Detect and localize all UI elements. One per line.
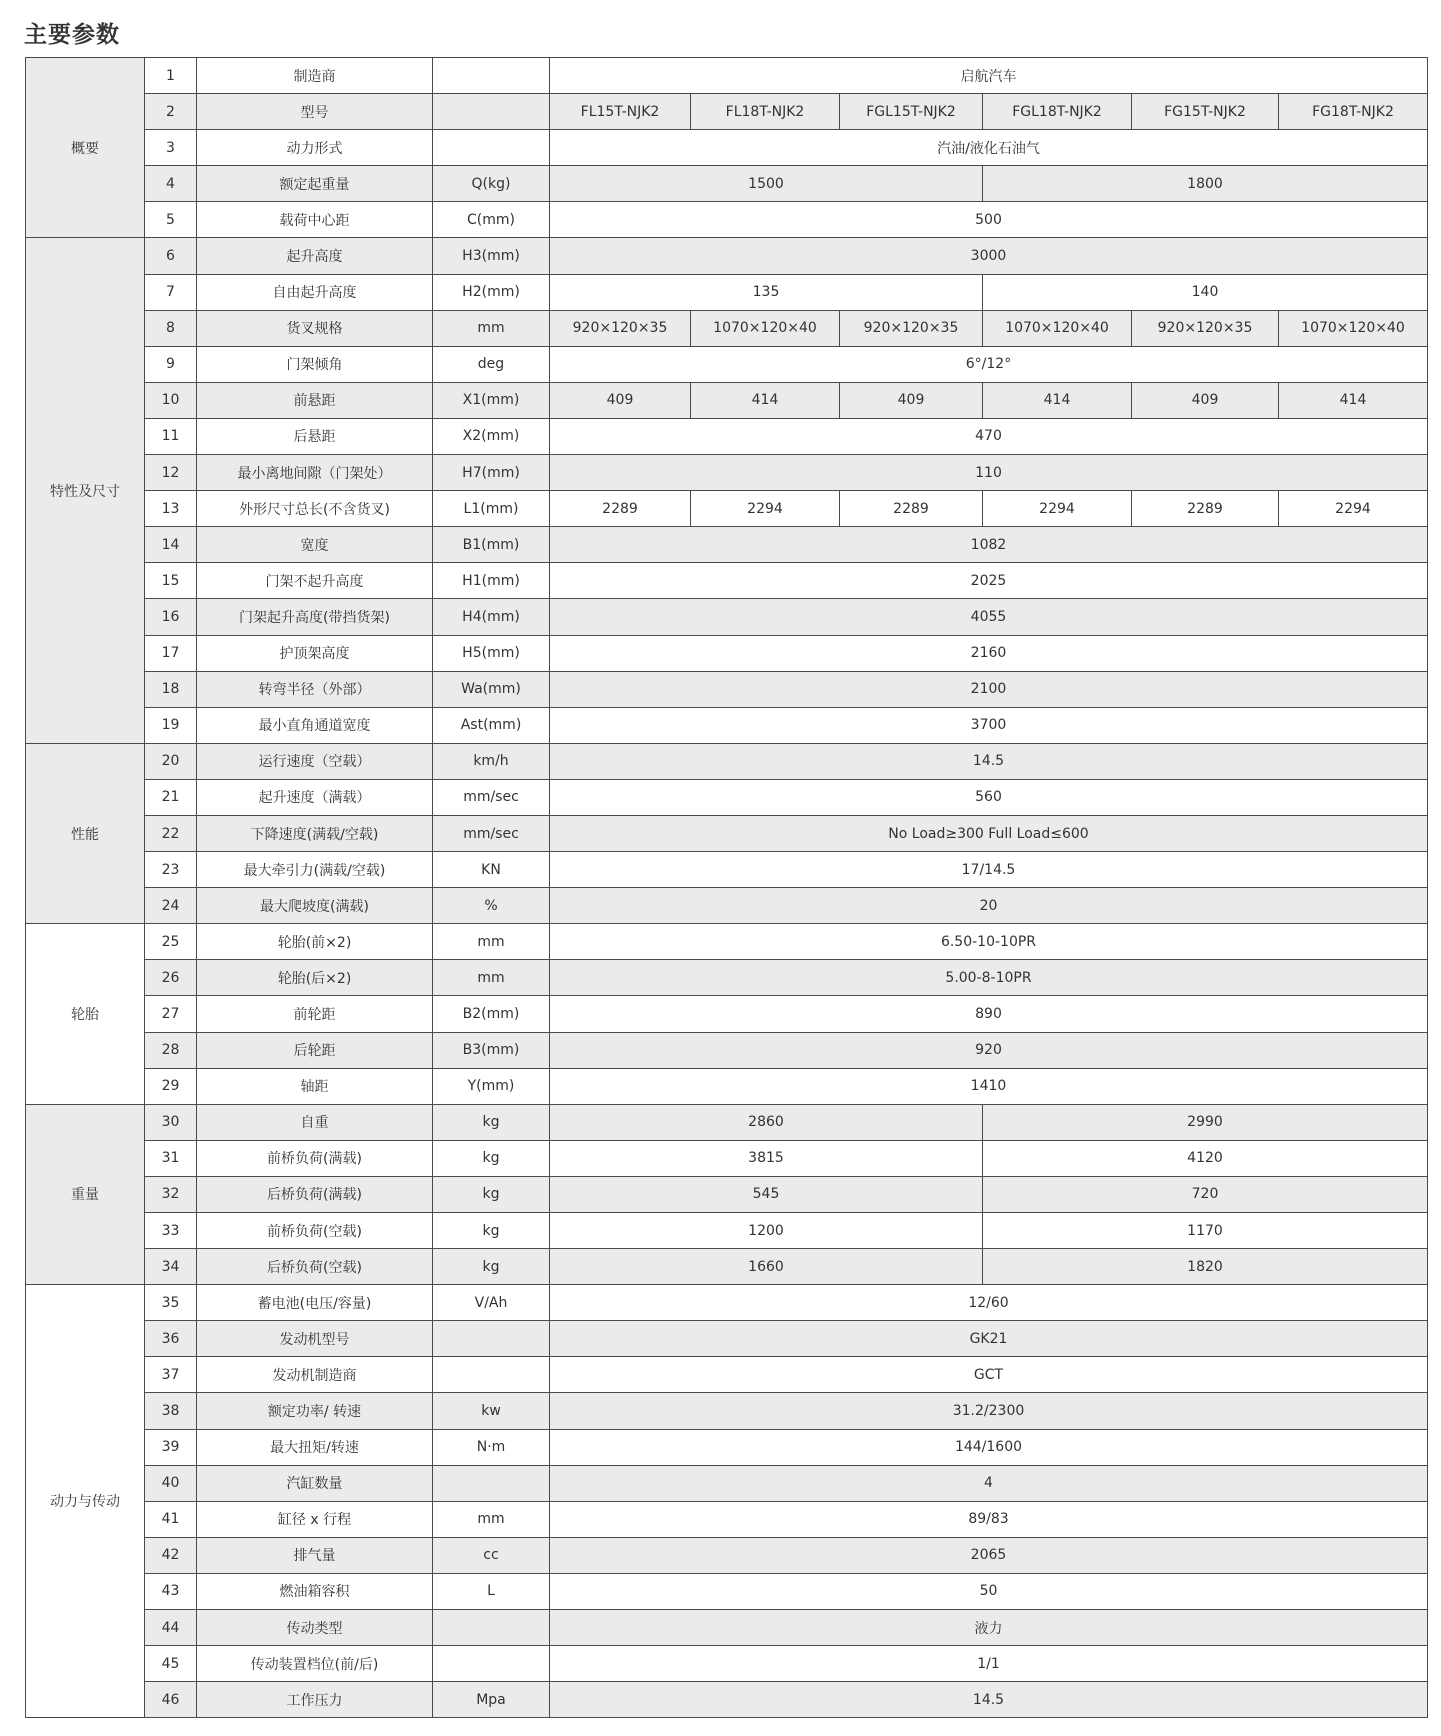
table-row — [26, 960, 1428, 996]
table-row — [26, 599, 1428, 635]
table-row — [26, 1682, 1428, 1718]
value-cell: 2294 — [1279, 491, 1428, 527]
row-number-cell: 26 — [145, 960, 197, 996]
row-number-cell: 12 — [145, 455, 197, 491]
category-cell: 轮胎 — [26, 924, 145, 1104]
category-cell: 概要 — [26, 58, 145, 238]
parameter-name-cell: 传动类型 — [197, 1610, 433, 1646]
table-row — [26, 491, 1428, 527]
parameter-name-cell: 型号 — [197, 94, 433, 130]
value-cell: 4055 — [550, 599, 1428, 635]
value-cell: 414 — [1279, 382, 1428, 418]
parameter-name-cell: 后桥负荷(满载) — [197, 1176, 433, 1212]
row-number-cell: 1 — [145, 58, 197, 94]
table-row — [26, 1393, 1428, 1429]
value-cell: 920×120×35 — [550, 310, 691, 346]
unit-cell: KN — [433, 852, 550, 888]
value-cell: GCT — [550, 1357, 1428, 1393]
table-row — [26, 1610, 1428, 1646]
value-cell: GK21 — [550, 1321, 1428, 1357]
unit-cell — [433, 1465, 550, 1501]
unit-cell: Q(kg) — [433, 166, 550, 202]
unit-cell: kg — [433, 1176, 550, 1212]
table-row — [26, 1213, 1428, 1249]
value-cell: 500 — [550, 202, 1428, 238]
row-number-cell: 38 — [145, 1393, 197, 1429]
value-cell: 2289 — [1132, 491, 1279, 527]
parameter-name-cell: 货叉规格 — [197, 310, 433, 346]
row-number-cell: 25 — [145, 924, 197, 960]
parameter-name-cell: 门架倾角 — [197, 346, 433, 382]
value-cell: 409 — [1132, 382, 1279, 418]
value-cell: 920 — [550, 1032, 1428, 1068]
parameter-name-cell: 轴距 — [197, 1068, 433, 1104]
table-row — [26, 563, 1428, 599]
table-row — [26, 707, 1428, 743]
parameter-name-cell: 后轮距 — [197, 1032, 433, 1068]
row-number-cell: 7 — [145, 274, 197, 310]
parameter-name-cell: 下降速度(满载/空载) — [197, 815, 433, 851]
table-row — [26, 671, 1428, 707]
table-row — [26, 166, 1428, 202]
unit-cell: kg — [433, 1213, 550, 1249]
parameter-name-cell: 自由起升高度 — [197, 274, 433, 310]
category-cell: 动力与传动 — [26, 1285, 145, 1718]
value-cell: 6°/12° — [550, 346, 1428, 382]
unit-cell: H3(mm) — [433, 238, 550, 274]
value-cell: 1070×120×40 — [983, 310, 1132, 346]
unit-cell — [433, 94, 550, 130]
value-cell: 1200 — [550, 1213, 983, 1249]
unit-cell: % — [433, 888, 550, 924]
parameter-name-cell: 后悬距 — [197, 418, 433, 454]
parameter-name-cell: 缸径 x 行程 — [197, 1501, 433, 1537]
row-number-cell: 35 — [145, 1285, 197, 1321]
value-cell: FGL18T-NJK2 — [983, 94, 1132, 130]
parameter-name-cell: 自重 — [197, 1104, 433, 1140]
value-cell: 2100 — [550, 671, 1428, 707]
value-cell: 2990 — [983, 1104, 1428, 1140]
parameter-name-cell: 载荷中心距 — [197, 202, 433, 238]
unit-cell: mm/sec — [433, 815, 550, 851]
table-row — [26, 455, 1428, 491]
value-cell: 14.5 — [550, 1682, 1428, 1718]
parameter-name-cell: 运行速度（空载） — [197, 743, 433, 779]
value-cell: 2860 — [550, 1104, 983, 1140]
parameter-name-cell: 门架起升高度(带挡货架) — [197, 599, 433, 635]
value-cell: 14.5 — [550, 743, 1428, 779]
value-cell: 414 — [983, 382, 1132, 418]
value-cell: 2294 — [691, 491, 840, 527]
row-number-cell: 15 — [145, 563, 197, 599]
value-cell: FGL15T-NJK2 — [840, 94, 983, 130]
row-number-cell: 11 — [145, 418, 197, 454]
value-cell: 1500 — [550, 166, 983, 202]
unit-cell: Wa(mm) — [433, 671, 550, 707]
value-cell: 140 — [983, 274, 1428, 310]
table-row — [26, 924, 1428, 960]
parameter-name-cell: 额定起重量 — [197, 166, 433, 202]
parameter-name-cell: 护顶架高度 — [197, 635, 433, 671]
unit-cell: L — [433, 1573, 550, 1609]
value-cell: 5.00-8-10PR — [550, 960, 1428, 996]
spec-table-body — [26, 58, 1428, 1718]
table-row — [26, 779, 1428, 815]
unit-cell: H2(mm) — [433, 274, 550, 310]
row-number-cell: 10 — [145, 382, 197, 418]
table-row — [26, 382, 1428, 418]
value-cell: 920×120×35 — [840, 310, 983, 346]
table-row — [26, 94, 1428, 130]
value-cell: 409 — [550, 382, 691, 418]
value-cell: 2065 — [550, 1537, 1428, 1573]
parameter-name-cell: 蓄电池(电压/容量) — [197, 1285, 433, 1321]
value-cell: No Load≥300 Full Load≤600 — [550, 815, 1428, 851]
row-number-cell: 40 — [145, 1465, 197, 1501]
unit-cell: X1(mm) — [433, 382, 550, 418]
row-number-cell: 6 — [145, 238, 197, 274]
value-cell: 720 — [983, 1176, 1428, 1212]
value-cell: 12/60 — [550, 1285, 1428, 1321]
row-number-cell: 16 — [145, 599, 197, 635]
unit-cell: mm — [433, 924, 550, 960]
parameter-name-cell: 汽缸数量 — [197, 1465, 433, 1501]
table-row — [26, 418, 1428, 454]
unit-cell: deg — [433, 346, 550, 382]
value-cell: 2289 — [840, 491, 983, 527]
value-cell: 2025 — [550, 563, 1428, 599]
category-cell: 重量 — [26, 1104, 145, 1284]
unit-cell — [433, 1610, 550, 1646]
table-row — [26, 888, 1428, 924]
value-cell: 890 — [550, 996, 1428, 1032]
unit-cell: kg — [433, 1249, 550, 1285]
value-cell: 1170 — [983, 1213, 1428, 1249]
value-cell: 3815 — [550, 1140, 983, 1176]
unit-cell — [433, 1357, 550, 1393]
table-row — [26, 527, 1428, 563]
parameter-name-cell: 工作压力 — [197, 1682, 433, 1718]
value-cell: 2294 — [983, 491, 1132, 527]
value-cell: 2289 — [550, 491, 691, 527]
parameter-name-cell: 最小直角通道宽度 — [197, 707, 433, 743]
unit-cell: mm — [433, 310, 550, 346]
value-cell: FG18T-NJK2 — [1279, 94, 1428, 130]
row-number-cell: 39 — [145, 1429, 197, 1465]
value-cell: 1410 — [550, 1068, 1428, 1104]
page-title: 主要参数 — [24, 22, 120, 48]
parameter-name-cell: 发动机制造商 — [197, 1357, 433, 1393]
value-cell: FG15T-NJK2 — [1132, 94, 1279, 130]
unit-cell: N·m — [433, 1429, 550, 1465]
value-cell: 409 — [840, 382, 983, 418]
value-cell: 470 — [550, 418, 1428, 454]
row-number-cell: 13 — [145, 491, 197, 527]
value-cell: 31.2/2300 — [550, 1393, 1428, 1429]
row-number-cell: 3 — [145, 130, 197, 166]
category-cell: 性能 — [26, 743, 145, 923]
unit-cell: mm/sec — [433, 779, 550, 815]
parameter-name-cell: 额定功率/ 转速 — [197, 1393, 433, 1429]
value-cell: 144/1600 — [550, 1429, 1428, 1465]
row-number-cell: 30 — [145, 1104, 197, 1140]
value-cell: 50 — [550, 1573, 1428, 1609]
table-row — [26, 1032, 1428, 1068]
value-cell: 1070×120×40 — [1279, 310, 1428, 346]
unit-cell: C(mm) — [433, 202, 550, 238]
row-number-cell: 23 — [145, 852, 197, 888]
value-cell: 4 — [550, 1465, 1428, 1501]
row-number-cell: 14 — [145, 527, 197, 563]
table-row — [26, 1465, 1428, 1501]
value-cell: 20 — [550, 888, 1428, 924]
value-cell: 3700 — [550, 707, 1428, 743]
parameter-name-cell: 后桥负荷(空载) — [197, 1249, 433, 1285]
table-row — [26, 130, 1428, 166]
unit-cell: H7(mm) — [433, 455, 550, 491]
row-number-cell: 32 — [145, 1176, 197, 1212]
row-number-cell: 2 — [145, 94, 197, 130]
parameter-name-cell: 排气量 — [197, 1537, 433, 1573]
table-row — [26, 1501, 1428, 1537]
row-number-cell: 45 — [145, 1646, 197, 1682]
unit-cell: B1(mm) — [433, 527, 550, 563]
row-number-cell: 21 — [145, 779, 197, 815]
parameter-name-cell: 最大爬坡度(满载) — [197, 888, 433, 924]
row-number-cell: 31 — [145, 1140, 197, 1176]
parameter-name-cell: 最小离地间隙（门架处） — [197, 455, 433, 491]
row-number-cell: 34 — [145, 1249, 197, 1285]
row-number-cell: 29 — [145, 1068, 197, 1104]
row-number-cell: 43 — [145, 1573, 197, 1609]
unit-cell: mm — [433, 1501, 550, 1537]
parameter-name-cell: 动力形式 — [197, 130, 433, 166]
value-cell: 17/14.5 — [550, 852, 1428, 888]
row-number-cell: 37 — [145, 1357, 197, 1393]
value-cell: 545 — [550, 1176, 983, 1212]
parameter-name-cell: 燃油箱容积 — [197, 1573, 433, 1609]
unit-cell: V/Ah — [433, 1285, 550, 1321]
row-number-cell: 17 — [145, 635, 197, 671]
row-number-cell: 4 — [145, 166, 197, 202]
parameter-name-cell: 传动装置档位(前/后) — [197, 1646, 433, 1682]
parameter-name-cell: 外形尺寸总长(不含货叉) — [197, 491, 433, 527]
parameter-name-cell: 起升高度 — [197, 238, 433, 274]
table-row — [26, 58, 1428, 94]
parameter-name-cell: 前桥负荷(空载) — [197, 1213, 433, 1249]
table-row — [26, 1176, 1428, 1212]
table-row — [26, 310, 1428, 346]
table-row — [26, 1573, 1428, 1609]
table-row — [26, 1249, 1428, 1285]
unit-cell: Mpa — [433, 1682, 550, 1718]
value-cell: 汽油/液化石油气 — [550, 130, 1428, 166]
value-cell: 1070×120×40 — [691, 310, 840, 346]
value-cell: 6.50-10-10PR — [550, 924, 1428, 960]
table-row — [26, 346, 1428, 382]
value-cell: 启航汽车 — [550, 58, 1428, 94]
table-row — [26, 1429, 1428, 1465]
value-cell: 2160 — [550, 635, 1428, 671]
row-number-cell: 36 — [145, 1321, 197, 1357]
unit-cell: B2(mm) — [433, 996, 550, 1032]
category-cell: 特性及尺寸 — [26, 238, 145, 743]
unit-cell: B3(mm) — [433, 1032, 550, 1068]
unit-cell: X2(mm) — [433, 418, 550, 454]
unit-cell: cc — [433, 1537, 550, 1573]
value-cell: 4120 — [983, 1140, 1428, 1176]
unit-cell: kg — [433, 1104, 550, 1140]
row-number-cell: 27 — [145, 996, 197, 1032]
table-row — [26, 202, 1428, 238]
unit-cell: H5(mm) — [433, 635, 550, 671]
unit-cell: Ast(mm) — [433, 707, 550, 743]
value-cell: 560 — [550, 779, 1428, 815]
parameter-name-cell: 前轮距 — [197, 996, 433, 1032]
table-row — [26, 274, 1428, 310]
unit-cell: kw — [433, 1393, 550, 1429]
table-row — [26, 635, 1428, 671]
parameter-name-cell: 最大扭矩/转速 — [197, 1429, 433, 1465]
value-cell: 1/1 — [550, 1646, 1428, 1682]
parameter-name-cell: 起升速度（满载） — [197, 779, 433, 815]
value-cell: 920×120×35 — [1132, 310, 1279, 346]
value-cell: 3000 — [550, 238, 1428, 274]
table-row — [26, 1140, 1428, 1176]
unit-cell: km/h — [433, 743, 550, 779]
parameter-name-cell: 轮胎(前×2) — [197, 924, 433, 960]
table-row — [26, 1321, 1428, 1357]
value-cell: 液力 — [550, 1610, 1428, 1646]
parameter-name-cell: 最大牵引力(满载/空载) — [197, 852, 433, 888]
row-number-cell: 18 — [145, 671, 197, 707]
parameter-name-cell: 前桥负荷(满载) — [197, 1140, 433, 1176]
value-cell: 89/83 — [550, 1501, 1428, 1537]
row-number-cell: 8 — [145, 310, 197, 346]
table-row — [26, 1537, 1428, 1573]
table-row — [26, 238, 1428, 274]
parameter-name-cell: 制造商 — [197, 58, 433, 94]
unit-cell: L1(mm) — [433, 491, 550, 527]
row-number-cell: 24 — [145, 888, 197, 924]
row-number-cell: 44 — [145, 1610, 197, 1646]
value-cell: 1820 — [983, 1249, 1428, 1285]
value-cell: FL18T-NJK2 — [691, 94, 840, 130]
row-number-cell: 19 — [145, 707, 197, 743]
row-number-cell: 9 — [145, 346, 197, 382]
value-cell: 1800 — [983, 166, 1428, 202]
row-number-cell: 22 — [145, 815, 197, 851]
parameter-name-cell: 转弯半径（外部） — [197, 671, 433, 707]
parameter-name-cell: 前悬距 — [197, 382, 433, 418]
unit-cell: mm — [433, 960, 550, 996]
unit-cell — [433, 1321, 550, 1357]
table-row — [26, 743, 1428, 779]
value-cell: FL15T-NJK2 — [550, 94, 691, 130]
row-number-cell: 20 — [145, 743, 197, 779]
value-cell: 414 — [691, 382, 840, 418]
parameter-name-cell: 发动机型号 — [197, 1321, 433, 1357]
parameter-name-cell: 门架不起升高度 — [197, 563, 433, 599]
unit-cell: kg — [433, 1140, 550, 1176]
row-number-cell: 46 — [145, 1682, 197, 1718]
value-cell: 1082 — [550, 527, 1428, 563]
table-row — [26, 852, 1428, 888]
row-number-cell: 5 — [145, 202, 197, 238]
unit-cell — [433, 1646, 550, 1682]
table-row — [26, 1646, 1428, 1682]
table-row — [26, 1357, 1428, 1393]
parameter-name-cell: 宽度 — [197, 527, 433, 563]
table-row — [26, 996, 1428, 1032]
value-cell: 1660 — [550, 1249, 983, 1285]
table-row — [26, 1068, 1428, 1104]
table-row — [26, 1285, 1428, 1321]
spec-table — [25, 57, 1428, 1718]
unit-cell: H1(mm) — [433, 563, 550, 599]
value-cell: 135 — [550, 274, 983, 310]
row-number-cell: 33 — [145, 1213, 197, 1249]
parameter-name-cell: 轮胎(后×2) — [197, 960, 433, 996]
value-cell: 110 — [550, 455, 1428, 491]
unit-cell — [433, 58, 550, 94]
unit-cell — [433, 130, 550, 166]
row-number-cell: 41 — [145, 1501, 197, 1537]
row-number-cell: 28 — [145, 1032, 197, 1068]
table-row — [26, 1104, 1428, 1140]
row-number-cell: 42 — [145, 1537, 197, 1573]
table-row — [26, 815, 1428, 851]
unit-cell: H4(mm) — [433, 599, 550, 635]
unit-cell: Y(mm) — [433, 1068, 550, 1104]
